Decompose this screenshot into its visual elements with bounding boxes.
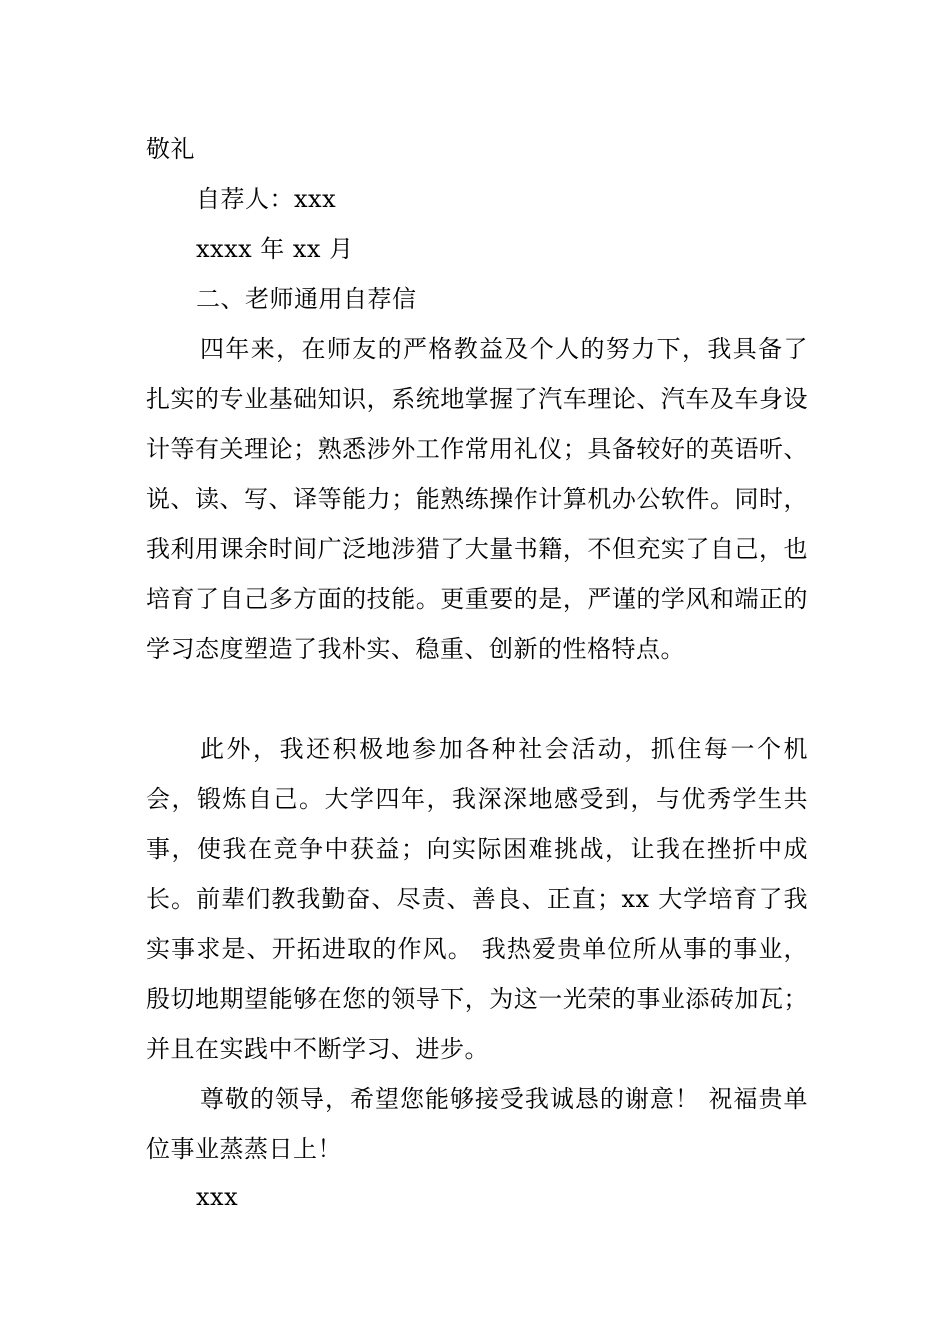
date-line: xxxx 年 xx 月	[196, 235, 354, 263]
final-signer: xxx	[196, 1183, 239, 1211]
signer-line: 自荐人：xxx	[196, 185, 337, 213]
paragraph-2: 此外，我还积极地参加各种社会活动，抓住每一个机会，锻炼自己。大学四年，我深深地感受到，与优秀学生共事，使我在竞争中获益；向实际困难挑战，让我在挫折中成长。前辈们教我勤奋、尽责、善良、正直；xx 大学培育了我实事求是、开拓进取的作风。 我热爱贵单位所从事的事业，殷切地期望能够在您的领导下，为这一光荣的事业添砖加瓦；并且在实践中不断学习、进步。	[146, 735, 808, 1063]
paragraph-1: 四年来，在师友的严格教益及个人的努力下，我具备了扎实的专业基础知识，系统地掌握了汽车理论、汽车及车身设计等有关理论；熟悉涉外工作常用礼仪；具备较好的英语听、说、读、写、译等能力；能熟练操作计算机办公软件。同时，我利用课余时间广泛地涉猎了大量书籍，不但充实了自己，也培育了自己多方面的技能。更重要的是，严谨的学风和端正的学习态度塑造了我朴实、稳重、创新的性格特点。	[146, 335, 808, 663]
paragraph-3: 尊敬的领导，希望您能够接受我诚恳的谢意！ 祝福贵单位事业蒸蒸日上！	[146, 1085, 808, 1163]
closing-salutation: 敬礼	[146, 135, 195, 163]
section-title: 二、老师通用自荐信	[196, 285, 417, 313]
